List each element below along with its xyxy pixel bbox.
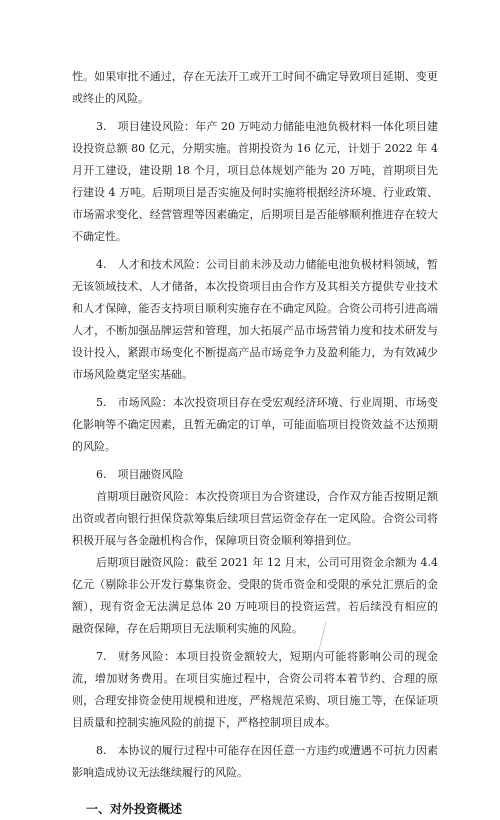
paragraph-market-risk: 5. 市场风险：本次投资项目存在受宏观经济环境、行业周期、市场变化影响等不确定因素，且暂无确定的订单，可能面临项目投资效益不达预期的风险。 [72, 396, 438, 453]
document-page [72, 66, 438, 820]
section-heading: 一、对外投资概述 [86, 802, 183, 816]
paragraph-financial-risk: 7. 财务风险：本项目投资金额较大，短期内可能将影响公司的现金流，增加财务费用。在项目实施过程中，合资公司将本着节约、合理的原则，合理安排资金使用规模和进度，严格规范采购、项目施工等，在保证项目质量和控制实施风险的前提下，严格控制项目成本。 [72, 650, 438, 729]
paragraph-first-phase-financing: 首期项目融资风险：本次投资项目为合资建设，合作双方能否按期足额出资或者向银行担保贷款筹集后续项目营运资金存在一定风险。合资公司将积极开展与各金融机构合作，保障项目资金顺利筹措到位。 [72, 490, 438, 547]
paragraph-continuation: 性。如果审批不通过，存在无法开工或开工时间不确定导致项目延期、变更或终止的风险。 [72, 70, 438, 105]
paragraph-later-phase-financing: 后期项目融资风险：截至 2021 年 12 月末，公司可用资金余额为 4.4 亿元（剔除非公开发行募集资金、受限的货币资金和受限的承兑汇票后的金额），现有资金无法满足总体 20 万吨项目的投资运营。若后续没有相应的融资保障，存在后期项目无法顺利实施的风险。 [72, 556, 438, 635]
paragraph-talent-tech-risk: 4. 人才和技术风险：公司目前未涉及动力储能电池负极材料领域，暂无该领域技术、人才储备，本次投资项目由合作方及其相关方提供专业技术和人才保障，能否支持项目顺利实施存在不确定风险。合资公司将引进高端人才，不断加强品牌运营和管理，加大拓展产品市场营销力度和技术研发与设计投入，紧跟市场变化不断提高产品市场竞争力及盈利能力，为有效减少市场风险奠定坚实基础。 [72, 258, 438, 381]
paragraph-financing-risk-title: 6. 项目融资风险 [96, 468, 184, 481]
paragraph-force-majeure: 8. 本协议的履行过程中可能存在因任意一方违约或遭遇不可抗力因素影响造成协议无法继续履行的风险。 [72, 744, 438, 779]
paragraph-construction-risk: 3. 项目建设风险：年产 20 万吨动力储能电池负极材料一体化项目建设投资总额 80 亿元，分期实施。首期投资为 16 亿元，计划于 2022 年 4 月开工建设，建设期 18 个月，项目总体规划产能为 20 万吨，首期项目先行建设 4 万吨。后期项目是否实施及何时实施将根据经济环境、行业政策、市场需求变化、经营管理等因素确定，后期项目是否能够顺利推进存在较大不确定性。 [72, 120, 438, 243]
